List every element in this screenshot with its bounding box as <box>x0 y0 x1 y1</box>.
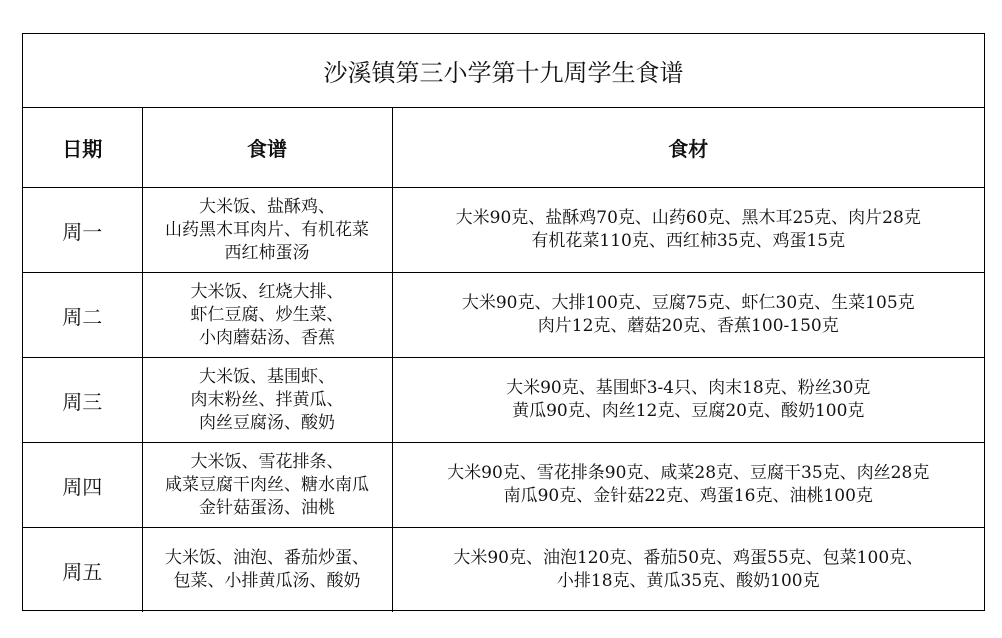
dish-line: 西红柿蛋汤 <box>224 242 310 263</box>
ingredient-line: 有机花菜110克、西红柿35克、鸡蛋15克 <box>531 231 846 251</box>
dish-line: 金针菇蛋汤、油桃 <box>199 497 335 518</box>
dish-line: 大米饭、基围虾、 <box>199 366 335 387</box>
dish-line: 大米饭、雪花排条、 <box>190 451 344 472</box>
dish-line: 大米饭、红烧大排、 <box>190 281 344 302</box>
dish-line: 大米饭、油泡、番茄炒蛋、 <box>165 548 369 568</box>
day-cell: 周二 <box>23 273 142 358</box>
ingredient-line: 大米90克、盐酥鸡70克、山药60克、黑木耳25克、肉片28克 <box>455 208 921 228</box>
dishes-cell <box>142 358 392 443</box>
dish-line: 山药黑木耳肉片、有机花菜 <box>165 219 369 240</box>
dishes-cell <box>142 188 392 273</box>
header-ingredients: 食材 <box>392 107 984 188</box>
ingredient-line: 黄瓜90克、肉丝12克、豆腐20克、酸奶100克 <box>512 401 865 421</box>
dish-line: 肉末粉丝、拌黄瓜、 <box>190 389 344 410</box>
ingredient-line: 大米90克、雪花排条90克、咸菜28克、豆腐干35克、肉丝28克 <box>447 463 930 483</box>
ingredients-cell <box>392 188 984 273</box>
page-title: 沙溪镇第三小学第十九周学生食谱 <box>23 34 984 108</box>
menu-table <box>23 107 984 612</box>
dish-line: 大米饭、盐酥鸡、 <box>199 196 335 217</box>
ingredients-cell <box>392 443 984 528</box>
header-date: 日期 <box>23 107 142 188</box>
ingredients-cell <box>392 528 984 613</box>
dish-line: 虾仁豆腐、炒生菜、 <box>190 304 344 325</box>
menu-rows <box>23 188 984 613</box>
ingredient-line: 肉片12克、蘑菇20克、香蕉100-150克 <box>537 316 839 336</box>
dishes-cell <box>142 273 392 358</box>
day-cell: 周五 <box>23 528 142 613</box>
ingredient-line: 南瓜90克、金针菇22克、鸡蛋16克、油桃100克 <box>503 486 873 506</box>
ingredient-line: 大米90克、油泡120克、番茄50克、鸡蛋55克、包菜100克、 <box>453 548 924 568</box>
dishes-cell <box>142 443 392 528</box>
menu-sheet <box>22 33 985 611</box>
ingredients-cell <box>392 273 984 358</box>
day-cell: 周一 <box>23 188 142 273</box>
dish-line: 包菜、小排黄瓜汤、酸奶 <box>173 571 361 591</box>
ingredient-line: 大米90克、大排100克、豆腐75克、虾仁30克、生菜105克 <box>461 293 915 313</box>
ingredient-line: 大米90克、基围虾3-4只、肉末18克、粉丝30克 <box>506 378 871 398</box>
day-cell: 周四 <box>23 443 142 528</box>
table-row <box>23 443 984 528</box>
ingredient-line: 小排18克、黄瓜35克、酸奶100克 <box>556 571 820 591</box>
table-row <box>23 358 984 443</box>
dish-line: 咸菜豆腐干肉丝、糖水南瓜 <box>165 474 369 495</box>
table-row <box>23 188 984 273</box>
dish-line: 肉丝豆腐汤、酸奶 <box>199 412 335 433</box>
header-row <box>23 107 984 188</box>
dishes-cell <box>142 528 392 613</box>
dish-line: 小肉蘑菇汤、香蕉 <box>199 327 335 348</box>
table-row <box>23 273 984 358</box>
ingredients-cell <box>392 358 984 443</box>
header-menu: 食谱 <box>142 107 392 188</box>
day-cell: 周三 <box>23 358 142 443</box>
table-row <box>23 528 984 613</box>
